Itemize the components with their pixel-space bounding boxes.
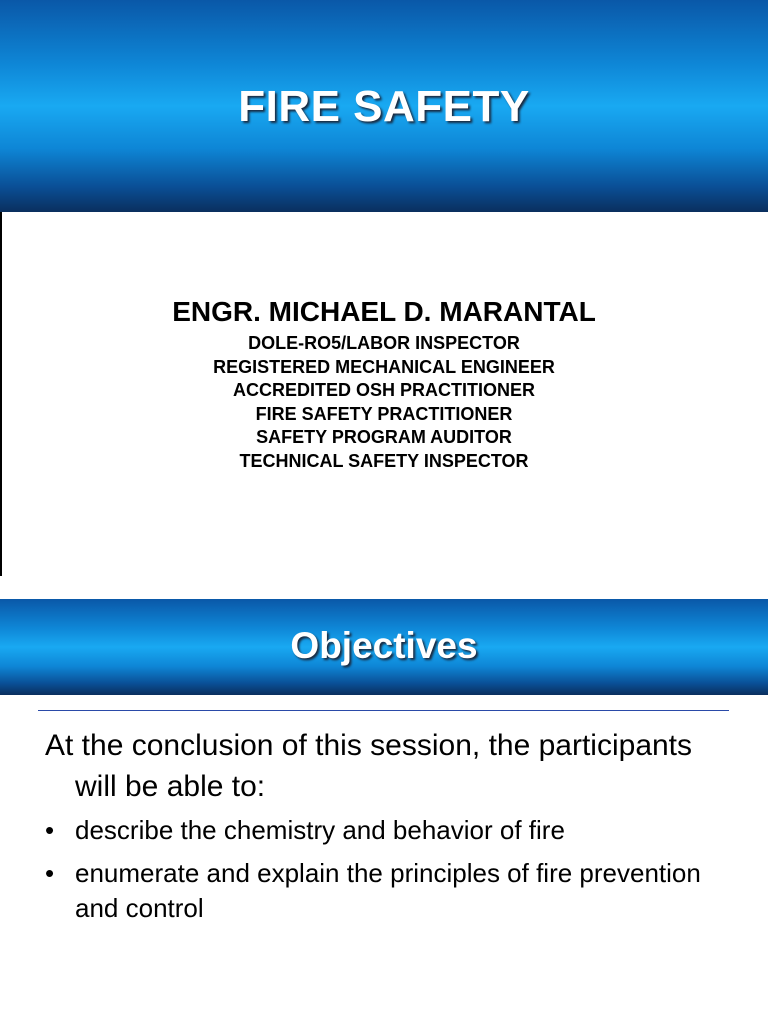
credential-line: DOLE-RO5/LABOR INSPECTOR — [248, 333, 520, 353]
list-item-text: enumerate and explain the principles of fire prevention and control — [75, 858, 701, 923]
objectives-banner — [0, 599, 768, 695]
title-banner — [0, 0, 768, 212]
objectives-list — [45, 813, 735, 926]
presenter-block — [0, 294, 768, 473]
bullet-dot: • — [45, 815, 55, 845]
list-item-text: describe the chemistry and behavior of fire — [75, 815, 565, 845]
credential-line: ACCREDITED OSH PRACTITIONER — [232, 380, 535, 400]
credential-line: TECHNICAL SAFETY INSPECTOR — [239, 450, 529, 471]
objectives-intro: At the conclusion of this session, the participants will be able to: — [45, 729, 693, 803]
credential-line: SAFETY PROGRAM AUDITOR — [256, 427, 512, 447]
credential-line: REGISTERED MECHANICAL ENGINEER — [213, 356, 555, 377]
credential-line: FIRE SAFETY PRACTITIONER — [255, 403, 513, 424]
objectives-title: Objectives — [290, 625, 478, 666]
slide-title: FIRE SAFETY — [238, 82, 530, 131]
title-divider — [38, 710, 729, 711]
list-item — [45, 813, 735, 848]
presenter-name: ENGR. MICHAEL D. MARANTAL — [172, 296, 596, 327]
objectives-slide — [0, 599, 768, 1024]
objectives-body — [45, 725, 735, 934]
list-item — [45, 856, 735, 926]
bullet-dot: • — [45, 858, 55, 888]
